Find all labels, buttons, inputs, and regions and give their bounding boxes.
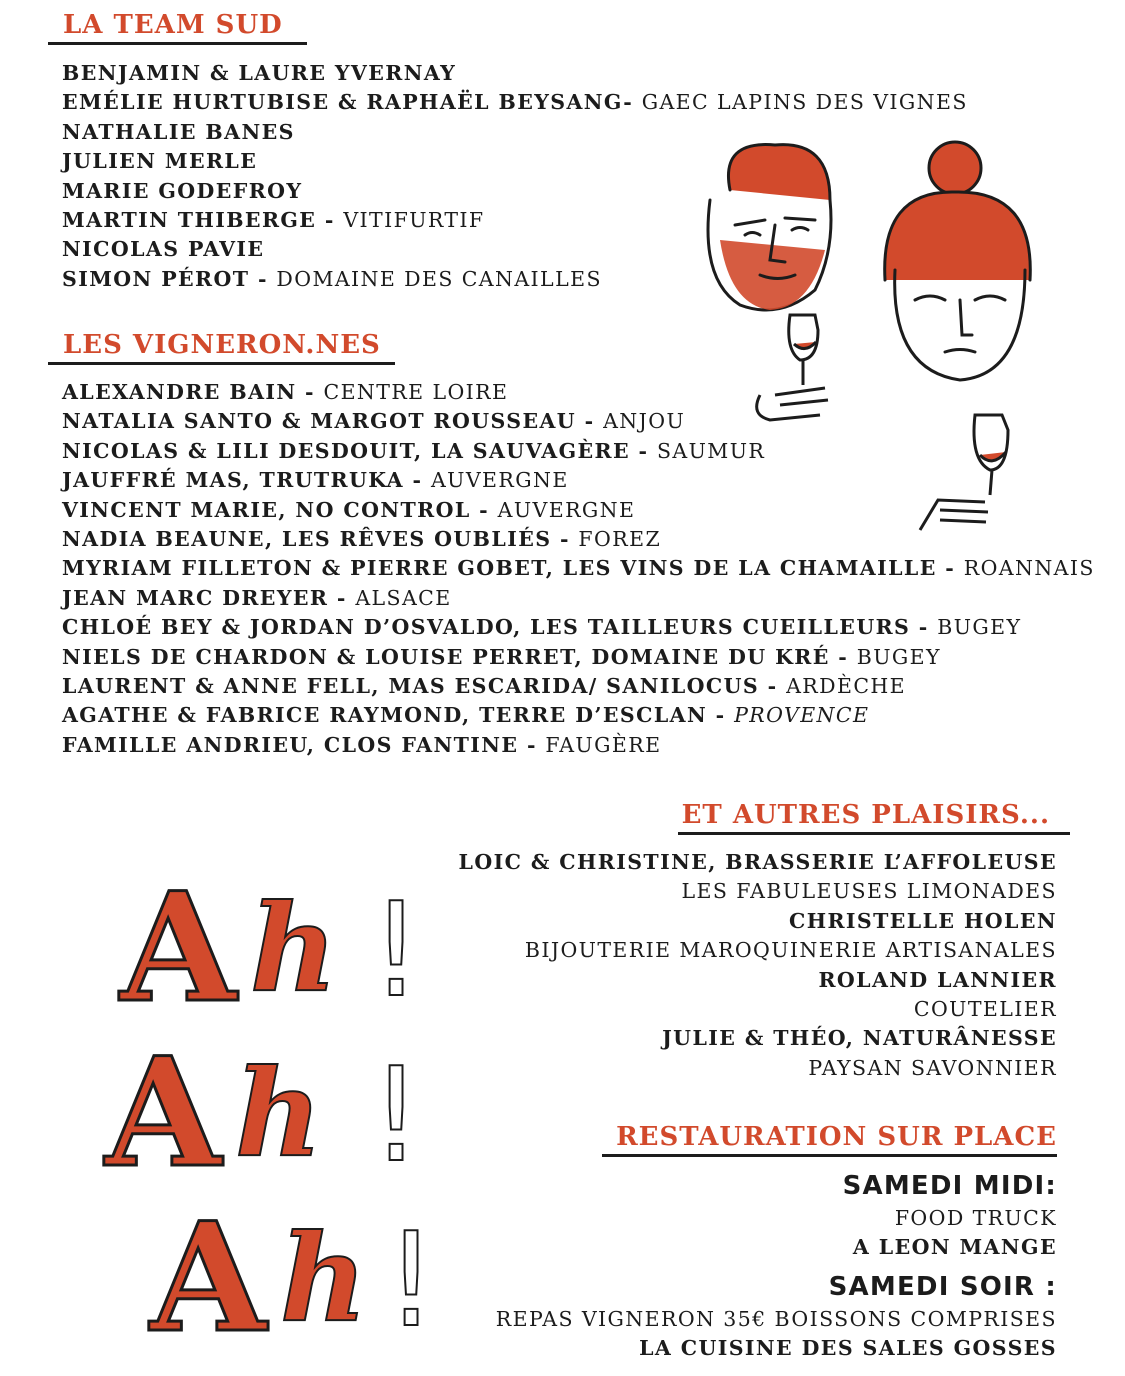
ah-svg <box>100 850 460 1350</box>
separator: - <box>249 266 277 291</box>
man-face-drawing <box>708 145 831 310</box>
person-name: NATHALIE BANES <box>62 119 295 144</box>
separator: - <box>829 644 857 669</box>
vigneron-entry <box>62 554 1095 583</box>
person-name: BENJAMIN & LAURE YVERNAY <box>62 61 457 85</box>
ah-exclamation <box>148 1190 437 1350</box>
team-member <box>62 59 968 88</box>
vignerons-heading: LES VIGNERON.NES <box>48 330 395 365</box>
person-name: FAMILLE ANDRIEU, CLOS FANTINE <box>62 732 519 757</box>
person-detail: BUGEY <box>937 615 1022 640</box>
person-detail: ALSACE <box>355 585 452 610</box>
separator: - <box>316 208 344 233</box>
ah-exclamation <box>118 860 422 1036</box>
separator: - <box>759 674 787 699</box>
vigneron-entry <box>62 701 1095 730</box>
separator: - <box>551 527 579 552</box>
samedi-midi-title: SAMEDI MIDI: <box>842 1171 1057 1201</box>
person-detail: AUVERGNE <box>430 468 569 493</box>
vigneron-entry <box>62 584 1095 613</box>
small-h-letter: h <box>250 878 338 1019</box>
person-detail: PROVENCE <box>734 703 870 728</box>
exclamation-mark: ! <box>370 1039 423 1191</box>
person-detail: AUVERGNE <box>497 497 636 522</box>
person-detail: DOMAINE DES CANAILLES <box>276 266 602 291</box>
vendor-name: CHRISTELLE HOLEN <box>789 908 1057 933</box>
big-a-letter: A <box>150 1190 267 1350</box>
autres-list <box>459 848 1057 1083</box>
person-detail: BUGEY <box>856 644 941 669</box>
person-detail: ARDÈCHE <box>786 674 907 699</box>
person-detail: ANJOU <box>603 409 686 434</box>
person-name: JULIEN MERLE <box>62 149 258 174</box>
restauration-heading: RESTAURATION SUR PLACE <box>602 1122 1057 1157</box>
person-name: ALEXANDRE BAIN <box>62 380 297 404</box>
exclamation-mark: ! <box>370 874 423 1026</box>
vendor-name: LOIC & CHRISTINE, BRASSERIE L’AFFOLEUSE <box>458 850 1057 874</box>
man-wine-glass <box>757 315 828 420</box>
vendor-name: ROLAND LANNIER <box>818 967 1057 992</box>
samedi-soir-line1: REPAS VIGNERON 35€ BOISSONS COMPRISES <box>495 1306 1057 1331</box>
person-name: NICOLAS PAVIE <box>62 237 265 262</box>
ah-exclamation <box>103 1025 422 1201</box>
person-name: AGATHE & FABRICE RAYMOND, TERRE D’ESCLAN <box>62 703 708 728</box>
vendor-detail: COUTELIER <box>913 997 1057 1022</box>
separator: - <box>707 703 735 728</box>
vigneron-entry <box>62 643 1095 672</box>
person-name: JEAN MARC DREYER <box>62 585 329 610</box>
faces-illustration <box>690 130 1050 550</box>
person-name: LAURENT & ANNE FELL, MAS ESCARIDA/ SANILOCUS <box>62 674 760 699</box>
person-detail: SAUMUR <box>656 438 766 463</box>
person-detail: CENTRE LOIRE <box>323 380 509 404</box>
separator: - <box>328 585 356 610</box>
vendor-detail: LES FABULEUSES LIMONADES <box>681 879 1057 904</box>
person-name: JAUFFRÉ MAS, TRUTRUKA <box>62 468 404 493</box>
vendor-name: JULIE & THÉO, NATURÂNESSE <box>662 1026 1057 1051</box>
person-name: MARIE GODEFROY <box>62 178 303 203</box>
woman-wine-glass <box>920 415 1008 530</box>
samedi-soir-line2: LA CUISINE DES SALES GOSSES <box>639 1336 1057 1361</box>
person-name: EMÉLIE HURTUBISE & RAPHAËL BEYSANG <box>62 90 624 115</box>
restauration-block <box>496 1168 1057 1364</box>
samedi-midi-line1: FOOD TRUCK <box>894 1206 1057 1230</box>
person-name: SIMON PÉROT <box>62 266 250 291</box>
person-name: MYRIAM FILLETON & PIERRE GOBET, LES VINS DE LA CHAMAILLE <box>62 556 937 581</box>
autres-heading: ET AUTRES PLAISIRS... <box>678 800 1070 835</box>
big-a-letter: A <box>120 860 237 1036</box>
person-detail: GAEC LAPINS DES VIGNES <box>641 90 968 115</box>
person-name: NICOLAS & LILI DESDOUIT, LA SAUVAGÈRE <box>62 438 630 463</box>
person-name: NADIA BEAUNE, LES RÊVES OUBLIÉS <box>62 527 552 552</box>
vigneron-entry <box>62 731 1095 760</box>
separator: - <box>936 556 964 581</box>
big-a-letter: A <box>105 1025 222 1201</box>
exclamation-mark: ! <box>385 1204 438 1350</box>
separator: - <box>518 732 546 757</box>
person-name: NIELS DE CHARDON & LOUISE PERRET, DOMAINE DU KRÉ <box>62 644 830 669</box>
small-h-letter: h <box>235 1043 323 1184</box>
person-detail: FAUGÈRE <box>545 732 662 757</box>
vigneron-entry <box>62 672 1095 701</box>
person-detail: FOREZ <box>578 527 662 552</box>
vigneron-entry <box>62 613 1095 642</box>
separator: - <box>630 438 657 463</box>
vendor-detail: BIJOUTERIE MAROQUINERIE ARTISANALES <box>524 938 1057 963</box>
samedi-soir-title: SAMEDI SOIR : <box>828 1271 1057 1302</box>
person-name: CHLOÉ BEY & JORDAN D’OSVALDO, LES TAILLEURS CUEILLEURS <box>62 615 911 640</box>
small-h-letter: h <box>280 1208 368 1349</box>
team-sud-heading: LA TEAM SUD <box>48 10 307 45</box>
ah-ah-ah-illustration <box>100 850 460 1350</box>
person-detail: VITIFURTIF <box>343 208 485 233</box>
vendor-detail: PAYSAN SAVONNIER <box>808 1055 1057 1080</box>
separator: - <box>403 468 431 493</box>
separator: - <box>576 409 604 434</box>
team-member <box>62 88 968 117</box>
person-detail: ROANNAIS <box>963 556 1095 581</box>
woman-face-drawing <box>885 142 1031 380</box>
separator: - <box>623 90 642 115</box>
person-name: MARTIN THIBERGE <box>62 208 317 233</box>
person-name: VINCENT MARIE, NO CONTROL <box>62 497 471 522</box>
person-name: NATALIA SANTO & MARGOT ROUSSEAU <box>62 409 577 434</box>
separator: - <box>910 615 938 640</box>
separator: - <box>470 497 498 522</box>
samedi-midi-line2: A LEON MANGE <box>852 1235 1057 1260</box>
separator: - <box>296 380 324 404</box>
